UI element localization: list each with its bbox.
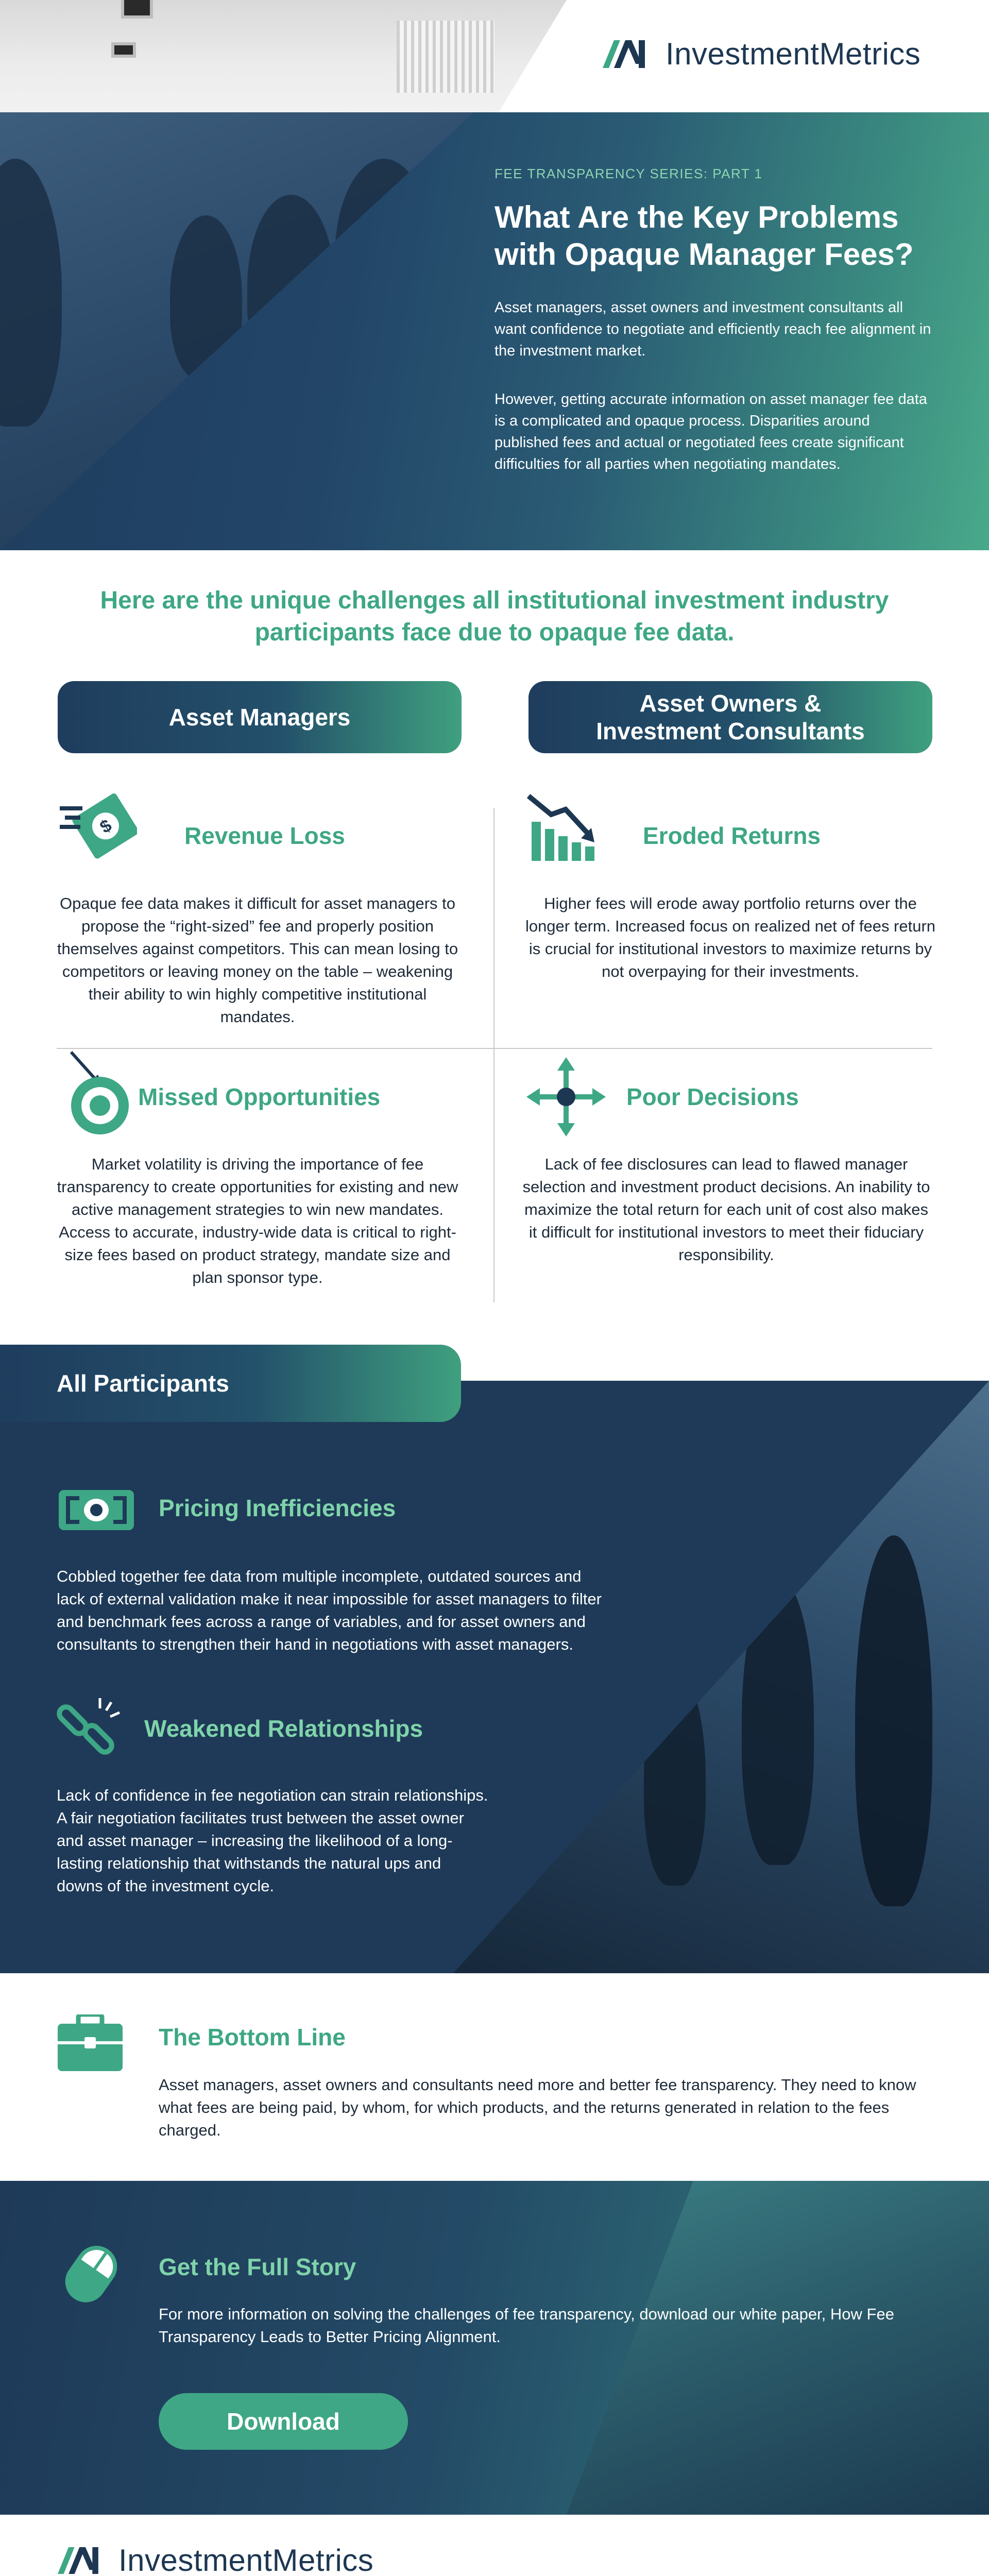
full-story-title: Get the Full Story	[159, 2253, 356, 2280]
card-title-eroded-returns: Eroded Returns	[643, 822, 821, 849]
column-header-asset-managers: Asset Managers	[58, 681, 462, 753]
pricing-inefficiencies-body: Cobbled together fee data from multiple incomplete, outdated sources and lack of external validation make it near impossible for asset managers to filter and benchmark fees across a range of variables, and for asset owners and consultants to strengthen their hand in negotiations with asset managers.	[57, 1567, 602, 1653]
column-header-asset-owners: Asset Owners & Investment Consultants	[528, 681, 932, 753]
bottom-line-title: The Bottom Line	[159, 2024, 346, 2050]
banknote-icon	[59, 1490, 134, 1530]
card-title-revenue-loss: Revenue Loss	[184, 822, 345, 849]
briefcase-icon	[58, 2014, 123, 2071]
ceiling-light	[111, 42, 136, 58]
logo-wordmark: InvestmentMetrics	[118, 2543, 374, 2576]
ceiling-vent	[397, 21, 494, 93]
page-header	[0, 0, 989, 112]
column-divider	[493, 808, 494, 1302]
investmentmetrics-logo-icon	[58, 2545, 109, 2576]
investmentmetrics-logo-icon	[603, 38, 656, 70]
logo-wordmark: InvestmentMetrics	[666, 37, 921, 71]
pricing-inefficiencies-title: Pricing Inefficiencies	[159, 1495, 396, 1521]
bottom-line-body: Asset managers, asset owners and consultants need more and better fee transparency. They need to know what fees are being paid, by whom, for which products, and the returns generated in relation to the fees charged.	[159, 2076, 916, 2139]
header-logo[interactable]	[603, 36, 920, 72]
weakened-relationships-title: Weakened Relationships	[144, 1715, 423, 1742]
full-story-body: For more information on solving the challenges of fee transparency, download our white paper, How Fee Transparency Leads to Better Pricing Alignment.	[159, 2305, 894, 2346]
card-body-poor-decisions: Lack of fee disclosures can lead to flawed manager selection and investment product decisions. An inability to maximize the total return for each unit of cost also makes it difficult for institutional investors to meet their fiduciary responsibility.	[522, 1155, 930, 1264]
intro-heading: Here are the unique challenges all institutional investment industry participants face due to opaque fee data.	[100, 587, 889, 646]
card-title-missed-opportunities: Missed Opportunities	[138, 1083, 381, 1110]
ceiling-photo	[0, 0, 567, 112]
person-silhouette	[644, 1669, 706, 1886]
money-dollar-icon	[60, 791, 137, 863]
person-silhouette	[247, 195, 335, 380]
person-silhouette	[0, 159, 62, 427]
target-arrow-icon	[61, 1051, 138, 1139]
declining-chart-icon	[525, 791, 603, 866]
ceiling-light	[121, 0, 153, 19]
series-kicker: FEE TRANSPARENCY SERIES: PART 1	[494, 166, 763, 181]
meeting-photo	[0, 112, 474, 550]
svg-text:$: $	[96, 816, 115, 838]
person-silhouette	[335, 159, 433, 354]
card-body-missed-opportunities: Market volatility is driving the importance of fee transparency to create opportunities for existing and new active management strategies to win new mandates. Access to accurate, industry-wide data is critical to right-size fees based on product strategy, mandate size and plan sponsor type.	[57, 1155, 458, 1286]
download-button[interactable]: Download	[159, 2393, 408, 2450]
hero-section	[0, 112, 989, 550]
footer-logo[interactable]	[58, 2543, 373, 2576]
person-silhouette	[855, 1535, 932, 1906]
weakened-relationships-body: Lack of confidence in fee negotiation can strain relationships. A fair negotiation facilitates trust between the asset owner and asset manager – increasing the likelihood of a long- lasting relationship that withstands the natural ups and downs of the investment cycle.	[57, 1786, 488, 1895]
all-participants-tab: All Participants	[0, 1345, 461, 1422]
card-body-revenue-loss: Opaque fee data makes it difficult for asset managers to propose the “right-sized” fee and properly position themselves against competitors. This can mean losing to competitors or leaving money on the table – weakening their ability to win highly competitive institutional mandates.	[57, 894, 458, 1026]
row-divider	[57, 1048, 932, 1049]
card-title-poor-decisions: Poor Decisions	[626, 1083, 799, 1110]
broken-chain-icon	[57, 1695, 124, 1762]
hero-paragraph-2: However, getting accurate information on asset manager fee data is a complicated and opaque process. Disparities around published fees and actual or negotiated fees create significant difficulties for all parties when negotiating mandates.	[494, 391, 927, 472]
card-body-eroded-returns: Higher fees will erode away portfolio returns over the longer term. Increased focus on realized net of fees return is crucial for institutional investors to maximize returns by not overpaying for their investments.	[525, 894, 936, 980]
person-silhouette	[170, 215, 242, 380]
person-silhouette	[742, 1577, 814, 1865]
office-photo	[453, 1381, 989, 1973]
four-way-arrows-icon	[526, 1057, 606, 1137]
page-title: What Are the Key Problems with Opaque Manager Fees?	[494, 200, 914, 272]
mouse-click-icon	[57, 2239, 124, 2304]
hero-paragraph-1: Asset managers, asset owners and investment consultants all want confidence to negotiate and efficiently reach fee alignment in the investment market.	[494, 299, 931, 359]
